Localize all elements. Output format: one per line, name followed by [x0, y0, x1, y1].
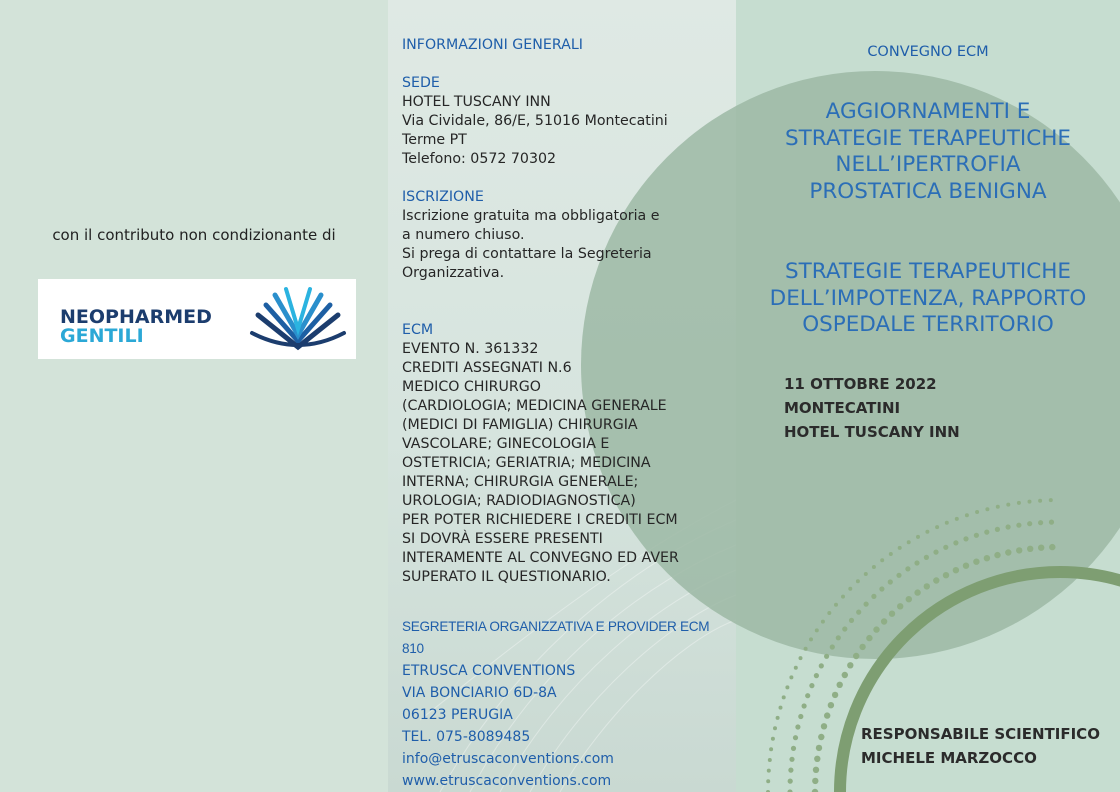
ecm-line: PER POTER RICHIEDERE I CREDITI ECM — [402, 512, 678, 528]
title-line: STRATEGIE TERAPEUTICHE — [784, 125, 1072, 151]
logo-line1: NEOPHARMED — [60, 306, 212, 328]
ecm-line: VASCOLARE; GINECOLOGIA E — [402, 436, 610, 452]
ecm-line: (CARDIOLOGIA; MEDICINA GENERALE — [402, 398, 667, 414]
ecm-line: CREDITI ASSEGNATI N.6 — [402, 360, 572, 376]
ecm-line: SUPERATO IL QUESTIONARIO. — [402, 569, 611, 585]
sede-line: HOTEL TUSCANY INN — [402, 94, 551, 110]
iscrizione-line: Organizzativa. — [402, 265, 505, 281]
ecm-line: UROLOGIA; RADIODIAGNOSTICA) — [402, 493, 636, 509]
segreteria-line: ETRUSCA CONVENTIONS — [402, 663, 576, 679]
sede-section — [402, 74, 732, 169]
ecm-line: SI DOVRÀ ESSERE PRESENTI — [402, 531, 603, 547]
ecm-line: OSTETRICIA; GERIATRIA; MEDICINA — [402, 455, 651, 471]
convegno-label: CONVEGNO ECM — [867, 44, 989, 60]
iscrizione-section — [402, 188, 732, 283]
event-date: 11 OTTOBRE 2022 — [784, 375, 937, 393]
email-link[interactable]: info@etruscaconventions.com — [402, 751, 614, 767]
general-info — [402, 36, 732, 587]
logo-line2: GENTILI — [60, 325, 144, 347]
ecm-line: MEDICO CHIRURGO — [402, 379, 541, 395]
scientific-lead — [861, 722, 1100, 770]
ecm-title: ECM — [402, 322, 434, 338]
ecm-line: INTERNA; CHIRURGIA GENERALE; — [402, 474, 639, 490]
lead-role: RESPONSABILE SCIENTIFICO — [861, 725, 1100, 743]
sponsor-logo — [38, 279, 356, 359]
iscrizione-line: a numero chiuso. — [402, 227, 525, 243]
iscrizione-line: Iscrizione gratuita ma obbligatoria e — [402, 208, 660, 224]
date-place — [784, 372, 960, 444]
title-line: OSPEDALE TERRITORIO — [802, 312, 1054, 337]
sede-title: SEDE — [402, 75, 440, 91]
sede-line: Via Cividale, 86/E, 51016 Montecatini — [402, 113, 668, 129]
ecm-line: (MEDICI DI FAMIGLIA) CHIRURGIA — [402, 417, 638, 433]
ecm-line: INTERAMENTE AL CONVEGNO ED AVER — [402, 550, 679, 566]
info-heading: INFORMAZIONI GENERALI — [402, 37, 583, 53]
title-line: AGGIORNAMENTI E — [825, 99, 1031, 124]
sede-line: Telefono: 0572 70302 — [402, 151, 557, 167]
website-link[interactable]: www.etruscaconventions.com — [402, 773, 612, 789]
title-line: DELL’IMPOTENZA, RAPPORTO — [769, 285, 1087, 311]
sponsor-text: con il contributo non condizionante di — [52, 226, 336, 244]
event-venue: HOTEL TUSCANY INN — [784, 423, 960, 441]
segreteria-title: SEGRETERIA ORGANIZZATIVA E PROVIDER ECM 810 — [402, 619, 710, 656]
ecm-section — [402, 321, 732, 587]
segreteria-section — [402, 616, 732, 792]
lead-name: MICHELE MARZOCCO — [861, 749, 1037, 767]
right-panel-content — [736, 0, 1120, 792]
segreteria-line: TEL. 075-8089485 — [402, 729, 531, 745]
event-title — [736, 99, 1120, 205]
event-subtitle — [736, 259, 1120, 339]
sede-line: Terme PT — [402, 132, 467, 148]
segreteria-line: VIA BONCIARIO 6D-8A — [402, 685, 557, 701]
title-line: STRATEGIE TERAPEUTICHE — [784, 259, 1072, 284]
title-line: NELL’IPERTROFIA — [835, 152, 1021, 177]
ecm-line: EVENTO N. 361332 — [402, 341, 539, 357]
title-line: PROSTATICA BENIGNA — [809, 178, 1047, 204]
segreteria-line: 06123 PERUGIA — [402, 707, 513, 723]
event-city: MONTECATINI — [784, 399, 901, 417]
fan-logo-icon — [248, 285, 348, 355]
iscrizione-title: ISCRIZIONE — [402, 189, 484, 205]
iscrizione-line: Si prega di contattare la Segreteria — [402, 246, 652, 262]
